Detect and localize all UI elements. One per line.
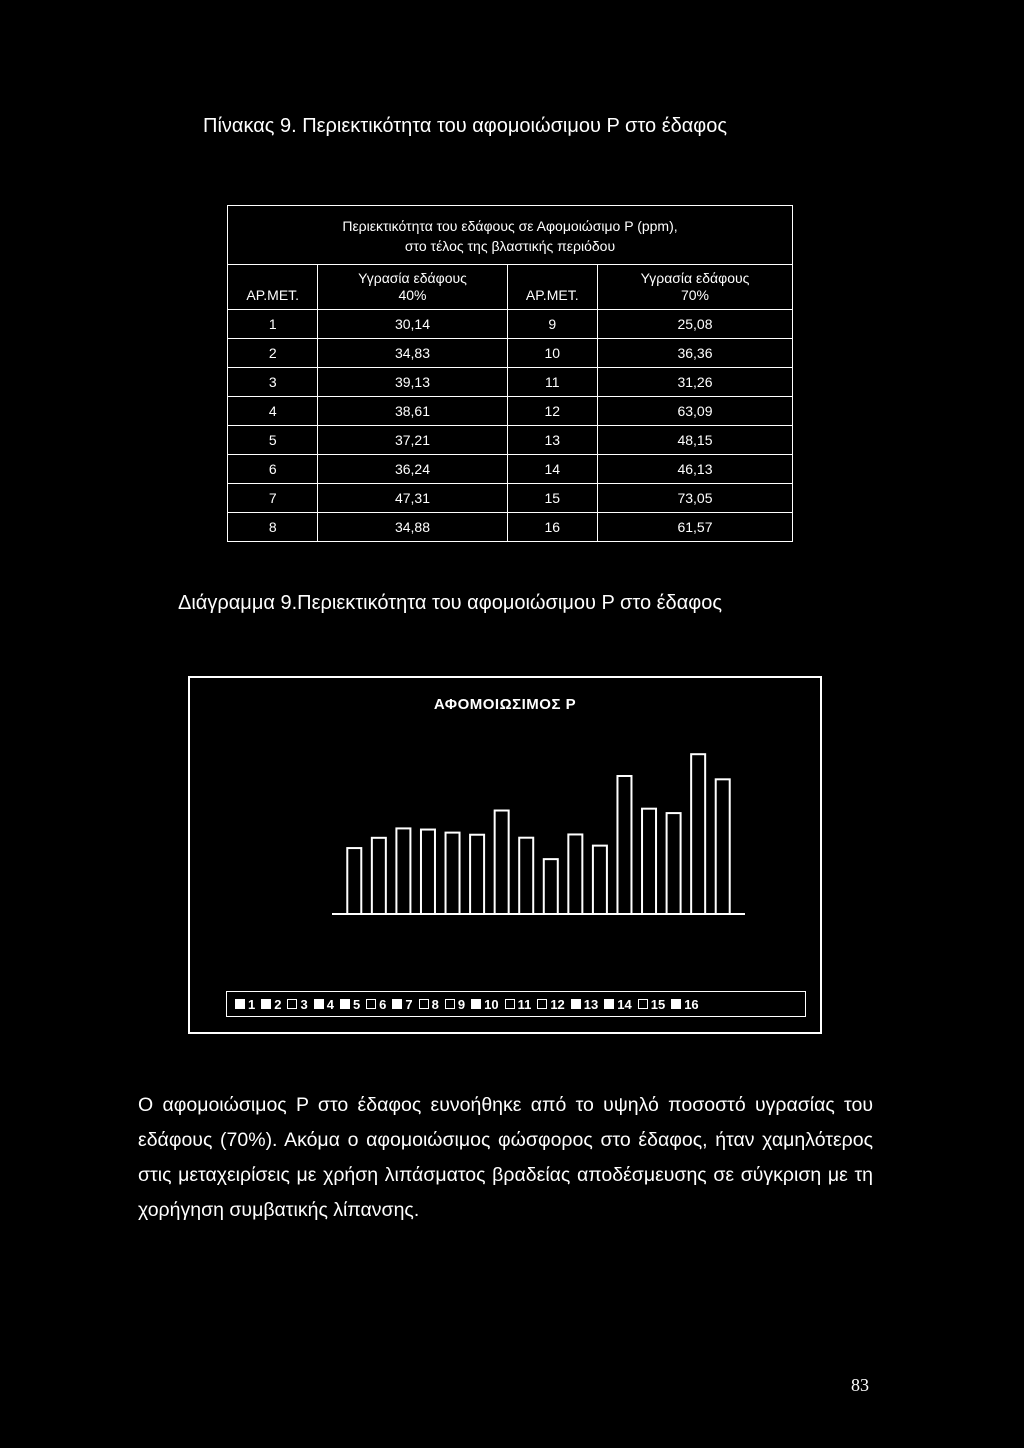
table-cell-c: 9 bbox=[507, 310, 597, 339]
legend-item-5 bbox=[340, 997, 360, 1012]
legend-label: 2 bbox=[274, 996, 282, 1012]
bar-chart bbox=[190, 678, 820, 988]
bar-14 bbox=[667, 813, 681, 914]
bar-3 bbox=[396, 828, 410, 914]
legend-label: 7 bbox=[405, 996, 413, 1012]
table-row bbox=[228, 368, 793, 397]
table-row bbox=[228, 339, 793, 368]
legend-swatch bbox=[419, 999, 429, 1009]
legend-item-9 bbox=[445, 997, 465, 1012]
legend-item-15 bbox=[638, 997, 665, 1012]
table-cell-d: 63,09 bbox=[598, 397, 793, 426]
bar-9 bbox=[544, 859, 558, 914]
bar-12 bbox=[617, 776, 631, 914]
legend-swatch bbox=[604, 999, 614, 1009]
table-cell-b: 36,24 bbox=[318, 455, 507, 484]
legend-label: 8 bbox=[431, 996, 439, 1012]
legend-swatch bbox=[366, 999, 376, 1009]
bar-1 bbox=[347, 848, 361, 914]
legend-swatch bbox=[537, 999, 547, 1009]
legend-label: 10 bbox=[484, 996, 499, 1012]
table-row bbox=[228, 484, 793, 513]
legend-swatch bbox=[314, 999, 324, 1009]
table-cell-b: 34,83 bbox=[318, 339, 507, 368]
bar-4 bbox=[421, 830, 435, 914]
header-moisture-70: Υγρασία εδάφους 70% bbox=[598, 265, 793, 310]
table-cell-c: 13 bbox=[507, 426, 597, 455]
table-cell-c: 16 bbox=[507, 513, 597, 542]
legend-label: 13 bbox=[583, 996, 599, 1012]
table-row bbox=[228, 455, 793, 484]
legend-label: 12 bbox=[550, 996, 565, 1012]
table-cell-c: 11 bbox=[507, 368, 597, 397]
bar-11 bbox=[593, 846, 607, 914]
legend-item-12 bbox=[537, 997, 564, 1012]
legend-label: 11 bbox=[517, 996, 532, 1012]
page-number: 83 bbox=[851, 1375, 869, 1395]
table-row bbox=[228, 397, 793, 426]
legend-item-6 bbox=[366, 997, 386, 1012]
legend-swatch bbox=[671, 999, 681, 1009]
table-cell-a: 2 bbox=[228, 339, 318, 368]
table-cell-c: 12 bbox=[507, 397, 597, 426]
legend-label: 16 bbox=[684, 996, 699, 1012]
table-cell-c: 10 bbox=[507, 339, 597, 368]
legend-label: 5 bbox=[352, 996, 361, 1012]
legend-swatch bbox=[638, 999, 648, 1009]
legend-label: 4 bbox=[326, 996, 334, 1012]
legend-item-2 bbox=[261, 997, 281, 1012]
legend-swatch bbox=[392, 999, 402, 1009]
legend-item-7 bbox=[392, 997, 412, 1012]
table-cell-b: 37,21 bbox=[318, 426, 507, 455]
legend-swatch bbox=[471, 999, 481, 1009]
legend-label: 15 bbox=[650, 996, 666, 1012]
table-cell-d: 61,57 bbox=[598, 513, 793, 542]
legend-swatch bbox=[505, 999, 515, 1009]
bar-5 bbox=[446, 833, 460, 914]
legend-item-14 bbox=[604, 997, 631, 1012]
table-cell-b: 38,61 bbox=[318, 397, 507, 426]
table-cell-b: 30,14 bbox=[318, 310, 507, 339]
table-cell-a: 4 bbox=[228, 397, 318, 426]
table-row bbox=[228, 513, 793, 542]
legend-item-13 bbox=[571, 997, 598, 1012]
legend-item-1 bbox=[235, 997, 255, 1012]
legend-item-16 bbox=[671, 997, 698, 1012]
chart-box bbox=[188, 676, 822, 1034]
table-cell-b: 47,31 bbox=[318, 484, 507, 513]
bar-8 bbox=[519, 838, 533, 914]
legend-label: 3 bbox=[300, 996, 308, 1012]
header-plot-right: ΑΡ.ΜΕΤ. bbox=[507, 265, 597, 310]
table-cell-a: 1 bbox=[228, 310, 318, 339]
table-cell-d: 46,13 bbox=[598, 455, 793, 484]
table-cell-d: 31,26 bbox=[598, 368, 793, 397]
bar-13 bbox=[642, 809, 656, 914]
table-cell-b: 34,88 bbox=[318, 513, 507, 542]
table-cell-a: 8 bbox=[228, 513, 318, 542]
table-caption-line2: στο τέλος της βλαστικής περιόδου bbox=[404, 238, 616, 254]
legend-label: 9 bbox=[457, 996, 466, 1012]
legend-swatch bbox=[287, 999, 297, 1009]
legend-item-8 bbox=[419, 997, 439, 1012]
table-title: Πίνακας 9. Περιεκτικότητα του αφομοιώσιμου P στο έδαφος bbox=[203, 115, 728, 137]
chart-legend bbox=[226, 991, 806, 1017]
bar-16 bbox=[716, 779, 730, 914]
legend-label: 6 bbox=[379, 996, 387, 1012]
chart-heading: Διάγραμμα 9.Περιεκτικότητα του αφομοιώσιμου P στο έδαφος bbox=[178, 592, 722, 614]
table-cell-a: 3 bbox=[228, 368, 318, 397]
table-caption bbox=[228, 206, 793, 265]
header-moisture-40: Υγρασία εδάφους 40% bbox=[318, 265, 507, 310]
bar-2 bbox=[372, 838, 386, 914]
table-cell-c: 15 bbox=[507, 484, 597, 513]
table-cell-d: 25,08 bbox=[598, 310, 793, 339]
bar-10 bbox=[568, 834, 582, 914]
chart-title: ΑΦΟΜΟΙΩΣΙΜΟΣ P bbox=[433, 696, 577, 713]
bar-7 bbox=[495, 811, 509, 914]
header-plot-left: ΑΡ.ΜΕΤ. bbox=[228, 265, 318, 310]
legend-swatch bbox=[235, 999, 245, 1009]
table-cell-a: 6 bbox=[228, 455, 318, 484]
table-cell-c: 14 bbox=[507, 455, 597, 484]
table-cell-b: 39,13 bbox=[318, 368, 507, 397]
legend-item-10 bbox=[471, 997, 498, 1012]
table-cell-a: 5 bbox=[228, 426, 318, 455]
table-row bbox=[228, 426, 793, 455]
table-row bbox=[228, 310, 793, 339]
legend-label: 1 bbox=[248, 996, 256, 1012]
legend-swatch bbox=[445, 999, 455, 1009]
legend-item-3 bbox=[287, 997, 307, 1012]
table-caption-line1: Περιεκτικότητα του εδάφους σε Αφομοιώσιμο P (ppm), bbox=[342, 218, 678, 234]
body-paragraph: Ο αφομοιώσιμος P στο έδαφος ευνοήθηκε από το υψηλό ποσοστό υγρασίας του εδάφους (70%). Ακόμα ο αφομοιώσιμος φώσφορος στο έδαφος, ήταν χαμηλότερος στις μεταχειρίσεις με χρήση λιπάσματος βραδείας αποδέσμευσης σε σύγκριση με τη χορήγηση συμβατικής λίπανσης. bbox=[138, 1094, 873, 1221]
results-table bbox=[227, 205, 793, 542]
legend-swatch bbox=[340, 999, 350, 1009]
legend-swatch bbox=[571, 999, 581, 1009]
table-cell-d: 73,05 bbox=[598, 484, 793, 513]
legend-item-11 bbox=[505, 997, 532, 1012]
legend-label: 14 bbox=[617, 996, 632, 1012]
legend-swatch bbox=[261, 999, 271, 1009]
table-cell-d: 36,36 bbox=[598, 339, 793, 368]
table-cell-a: 7 bbox=[228, 484, 318, 513]
bar-6 bbox=[470, 835, 484, 914]
legend-item-4 bbox=[314, 997, 334, 1012]
bar-15 bbox=[691, 754, 705, 914]
table-cell-d: 48,15 bbox=[598, 426, 793, 455]
